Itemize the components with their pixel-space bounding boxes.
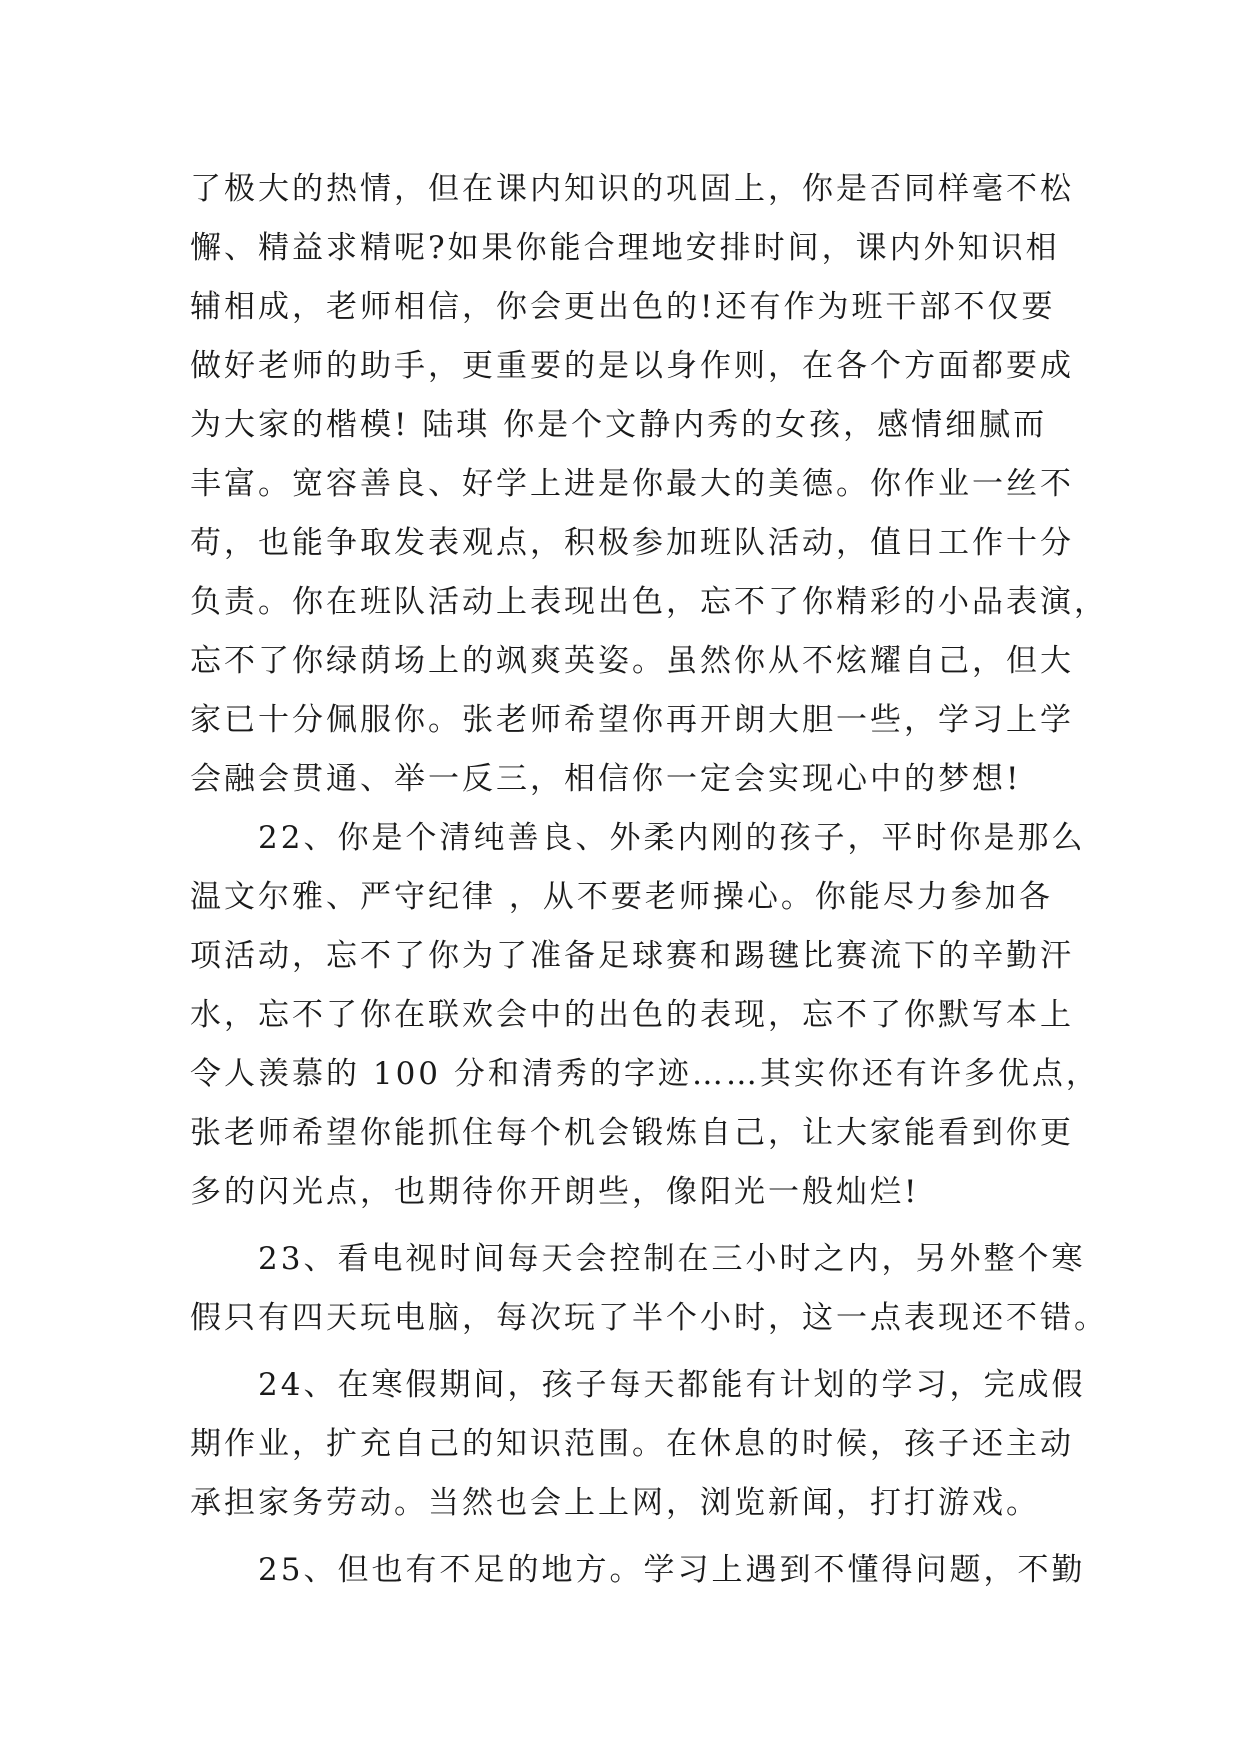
text-line: 张老师希望你能抓住每个机会锻炼自己，让大家能看到你更: [190, 1115, 1074, 1151]
text-line: 忘不了你绿荫场上的飒爽英姿。虽然你从不炫耀自己，但大: [190, 643, 1074, 679]
text-line: 负责。你在班队活动上表现出色，忘不了你精彩的小品表演，: [190, 584, 1108, 620]
body-text: [190, 160, 1108, 1600]
paragraph-23-start: 23、看电视时间每天会控制在三小时之内，另外整个寒: [190, 1241, 1086, 1277]
paragraph-22-start: 22、你是个清纯善良、外柔内刚的孩子，平时你是那么: [190, 820, 1086, 856]
paragraph-24-start: 24、在寒假期间，孩子每天都能有计划的学习，完成假: [190, 1367, 1086, 1403]
text-line: 丰富。宽容善良、好学上进是你最大的美德。你作业一丝不: [190, 466, 1074, 502]
text-line: 承担家务劳动。当然也会上上网，浏览新闻，打打游戏。: [190, 1485, 1040, 1521]
text-line: 期作业，扩充自己的知识范围。在休息的时候，孩子还主动: [190, 1426, 1074, 1462]
text-line: 苟，也能争取发表观点，积极参加班队活动，值日工作十分: [190, 525, 1074, 561]
text-line: 项活动，忘不了你为了准备足球赛和踢毽比赛流下的辛勤汗: [190, 938, 1074, 974]
text-line: 懈、精益求精呢?如果你能合理地安排时间，课内外知识相: [190, 230, 1060, 266]
text-line: 多的闪光点，也期待你开朗些，像阳光一般灿烂!: [190, 1174, 920, 1210]
text-line: 了极大的热情，但在课内知识的巩固上，你是否同样毫不松: [190, 171, 1074, 207]
paragraph-25-start: 25、但也有不足的地方。学习上遇到不懂得问题，不勤: [190, 1552, 1086, 1588]
text-line: 辅相成，老师相信，你会更出色的!还有作为班干部不仅要: [190, 289, 1056, 325]
text-line: 水，忘不了你在联欢会中的出色的表现，忘不了你默写本上: [190, 997, 1074, 1033]
text-line: 假只有四天玩电脑，每次玩了半个小时，这一点表现还不错。: [190, 1300, 1108, 1336]
text-line: 为大家的楷模! 陆琪 你是个文静内秀的女孩，感情细腻而: [190, 407, 1048, 443]
text-line: 做好老师的助手，更重要的是以身作则，在各个方面都要成: [190, 348, 1074, 384]
text-line: 会融会贯通、举一反三，相信你一定会实现心中的梦想!: [190, 761, 1022, 797]
text-line: 令人羡慕的 100 分和清秀的字迹……其实你还有许多优点，: [190, 1056, 1100, 1092]
text-line: 家已十分佩服你。张老师希望你再开朗大胆一些，学习上学: [190, 702, 1074, 738]
text-line: 温文尔雅、严守纪律 ，从不要老师操心。你能尽力参加各: [190, 879, 1053, 915]
